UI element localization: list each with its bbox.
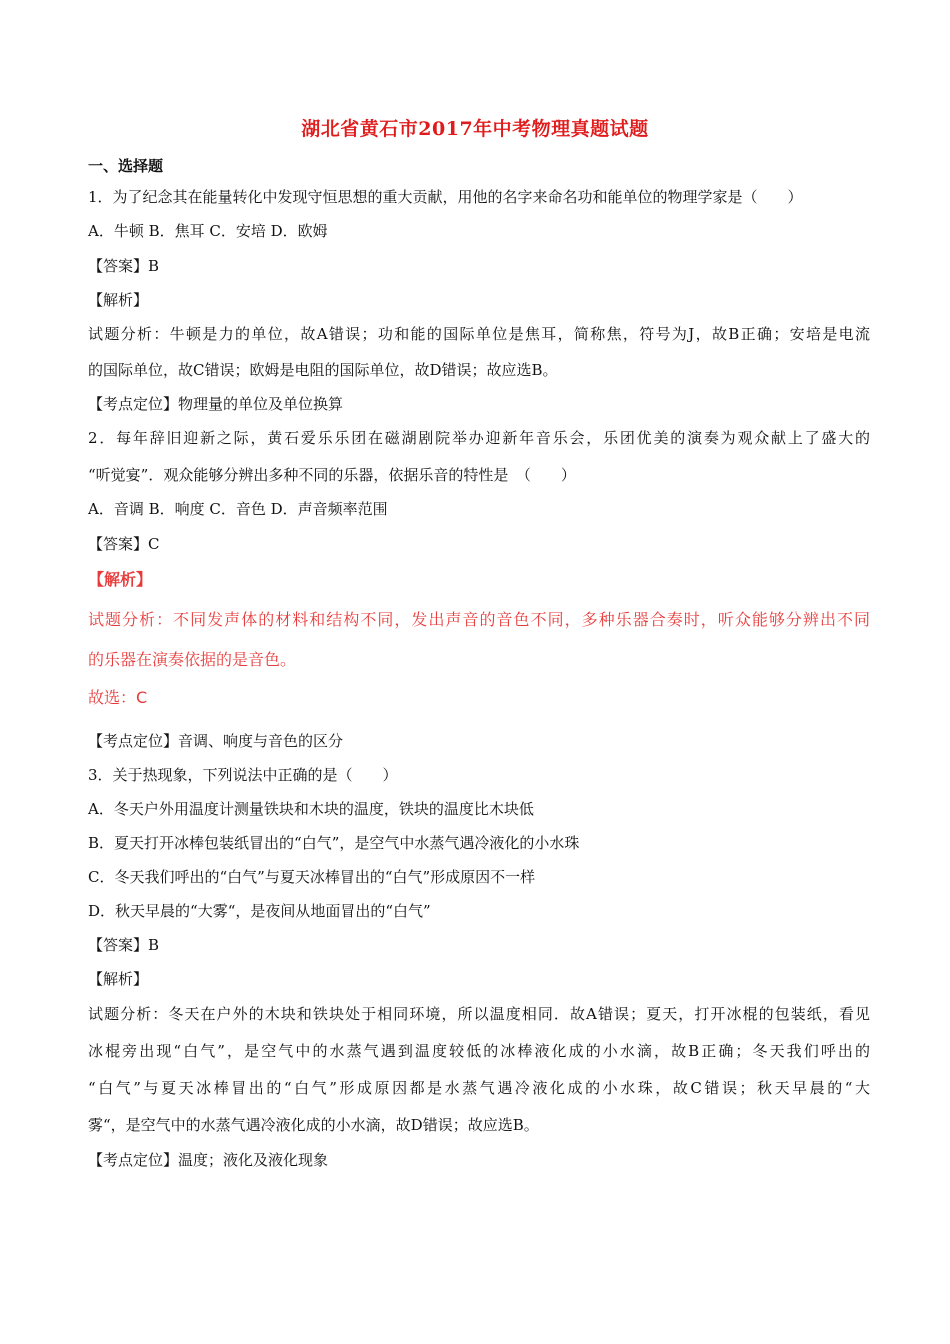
q2-stem-line: “听觉宴”．观众能够分辨出多种不同的乐器，依据乐音的特性是 （ ）	[88, 466, 576, 484]
section-heading: 一、选择题	[88, 157, 164, 175]
q1-analysis-heading: 【解析】	[88, 291, 149, 309]
q2-knowledge-point: 【考点定位】音调、响度与音色的区分	[88, 732, 344, 750]
q2-analysis-line: 的乐器在演奏依据的是音色。	[88, 650, 297, 669]
q1-analysis-line: 试题分析：牛顿是力的单位，故A错误；功和能的国际单位是焦耳，简称焦，符号为J，故B正确；安培是电流	[88, 325, 870, 343]
q3-answer: 【答案】B	[88, 936, 160, 954]
q1-answer: 【答案】B	[88, 257, 160, 275]
q3-stem: 3．关于热现象，下列说法中正确的是（ ）	[88, 766, 398, 784]
q3-knowledge-point: 【考点定位】温度；液化及液化现象	[88, 1151, 329, 1169]
q3-analysis-heading: 【解析】	[88, 970, 149, 988]
document-title: 湖北省黄石市2017年中考物理真题试题	[301, 118, 649, 140]
q1-stem: 1．为了纪念其在能量转化中发现守恒思想的重大贡献，用他的名字来命名功和能单位的物理学家是（ ）	[88, 188, 803, 206]
q2-options: A．音调 B．响度 C．音色 D．声音频率范围	[88, 500, 388, 518]
q2-answer: 【答案】C	[88, 535, 160, 553]
q3-option-a: A．冬天户外用温度计测量铁块和木块的温度，铁块的温度比木块低	[88, 800, 534, 818]
q2-final-choice: 故选：C	[88, 688, 148, 707]
q1-options: A．牛顿 B．焦耳 C．安培 D．欧姆	[88, 222, 328, 240]
q1-analysis-line: 的国际单位，故C错误；欧姆是电阻的国际单位，故D错误；故应选B。	[88, 361, 558, 379]
q3-analysis-line: 雾“，是空气中的水蒸气遇冷液化成的小水滴，故D错误；故应选B。	[88, 1116, 539, 1134]
q3-analysis-line: 冰棍旁出现“白气”，是空气中的水蒸气遇到温度较低的冰棒液化成的小水滴，故B正确；冬天我们呼出的	[88, 1042, 870, 1060]
q3-option-d: D．秋天早晨的“大雾“，是夜间从地面冒出的“白气”	[88, 902, 431, 920]
q3-analysis-line: “白气”与夏天冰棒冒出的“白气”形成原因都是水蒸气遇冷液化成的小水珠，故C错误；秋天早晨的“大	[88, 1079, 870, 1097]
q2-analysis-heading: 【解析】	[88, 570, 153, 589]
q2-analysis-line: 试题分析：不同发声体的材料和结构不同，发出声音的音色不同，多种乐器合奏时，听众能够分辨出不同	[88, 610, 870, 629]
q3-analysis-line: 试题分析：冬天在户外的木块和铁块处于相同环境，所以温度相同．故A错误；夏天，打开冰棍的包装纸，看见	[88, 1005, 870, 1023]
q3-option-b: B．夏天打开冰棒包装纸冒出的“白气”，是空气中水蒸气遇冷液化的小水珠	[88, 834, 580, 852]
q2-stem-line: 2．每年辞旧迎新之际，黄石爱乐乐团在磁湖剧院举办迎新年音乐会，乐团优美的演奏为观众献上了盛大的	[88, 429, 870, 447]
q3-option-c: C．冬天我们呼出的“白气”与夏天冰棒冒出的“白气”形成原因不一样	[88, 868, 536, 886]
q1-knowledge-point: 【考点定位】物理量的单位及单位换算	[88, 395, 344, 413]
